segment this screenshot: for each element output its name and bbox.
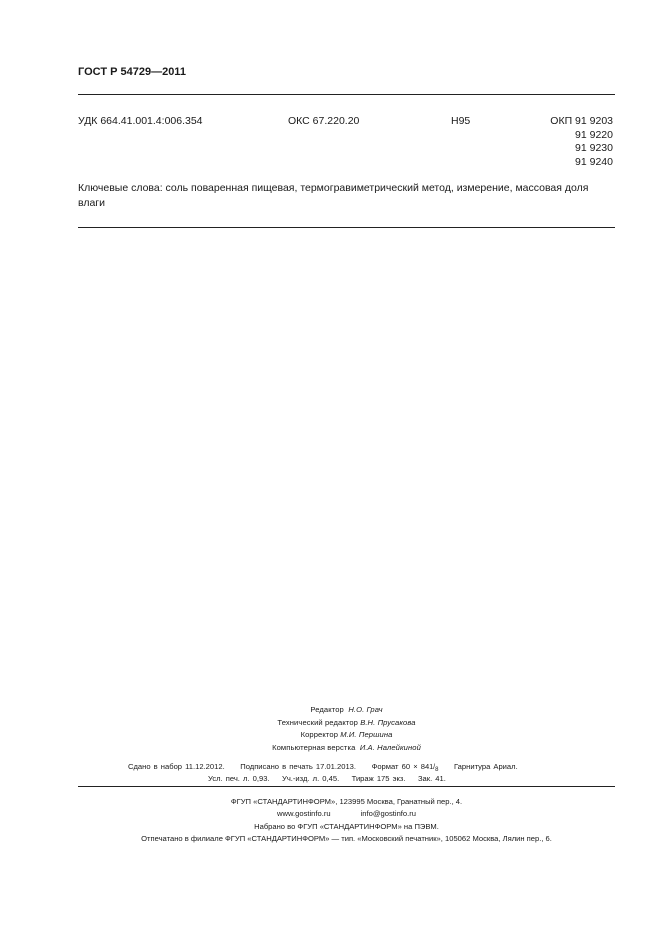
okp-code: 91 9230: [575, 142, 613, 154]
typeset-note: Набрано во ФГУП «СТАНДАРТИНФОРМ» на ПЭВМ.: [254, 821, 439, 831]
format-fraction: 1/8: [429, 764, 439, 773]
keywords: Ключевые слова: соль поваренная пищевая, термогравиметрический метод, измерение, массовая доля влаги: [78, 182, 589, 209]
editor-name: Н.О. Грач: [348, 705, 383, 714]
keywords-divider: [78, 227, 615, 228]
print-info-line-2: Усл. печ. л. 0,93. Уч.-изд. л. 0,45. Тираж 175 экз. Зак. 41.: [208, 774, 446, 783]
corrector-name: М.И. Першина: [340, 730, 393, 740]
print-divider: [78, 786, 615, 787]
okp-code: 91 9240: [575, 155, 613, 168]
udk-code: УДК 664.41.001.4:006.354: [78, 115, 203, 127]
printed-note: Отпечатано в филиале ФГУП «СТАНДАРТИНФОРМ» — тип. «Московский печатник», 105062 Москва, Лялин пер., 6.: [141, 834, 552, 844]
tech-editor-name: В.Н. Прусакова: [360, 717, 416, 727]
oks-code: ОКС 67.220.20: [288, 115, 360, 127]
corrector-line: Корректор М.И. Першина: [300, 730, 393, 740]
tech-editor-line: Технический редактор В.Н. Прусакова: [277, 717, 416, 727]
publisher-email: info@gostinfo.ru: [360, 809, 417, 819]
publisher-site: www.gostinfo.ru: [276, 809, 331, 819]
editor-line: Редактор Н.О. Грач: [310, 705, 383, 714]
okp-codes: [550, 115, 613, 169]
layout-name: И.А. Налейкиной: [359, 742, 421, 752]
top-divider: [78, 94, 615, 95]
okp-code: 91 9220: [575, 128, 613, 141]
publisher-address: ФГУП «СТАНДАРТИНФОРМ», 123995 Москва, Гранатный пер., 4.: [230, 797, 463, 806]
credits-block: [0, 704, 661, 754]
document-code: ГОСТ Р 54729—2011: [78, 66, 186, 78]
publisher-contacts: [0, 808, 661, 820]
layout-line: Компьютерная верстка И.А. Налейкиной: [272, 742, 421, 752]
print-info-line-1: Сдано в набор 11.12.2012. Подписано в печать 17.01.2013. Формат 60 × 841/8 Гарнитура Ариал.: [128, 762, 518, 773]
publisher-block: [0, 796, 661, 846]
group-code: Н95: [451, 115, 471, 127]
okp-code: ОКП 91 9203: [550, 115, 613, 127]
